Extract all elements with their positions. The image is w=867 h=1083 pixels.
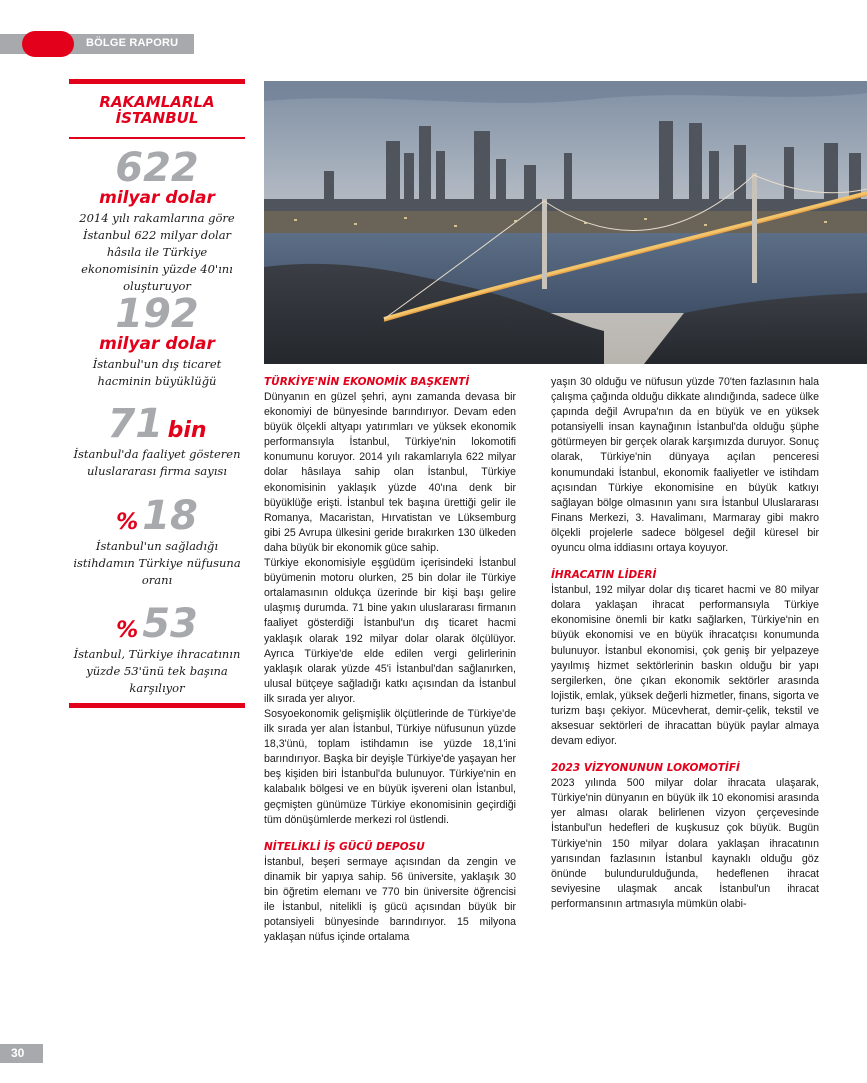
stat-description: İstanbul'un dış ticaret hacminin büyüklüğü bbox=[92, 357, 222, 388]
stat-block bbox=[69, 401, 245, 480]
sidebar-top-rule bbox=[69, 79, 245, 84]
stat-block bbox=[69, 291, 245, 390]
stat-percent-sign: % bbox=[116, 618, 139, 643]
paragraph: İstanbul, beşeri sermaye açısından da zengin ve dinamik bir yapıya sahip. 56 üniversite, yaklaşık 30 bin öğretim elemanı ve 770 bin üniversite öğrencisi ile İstanbul, nitelikli iş gücü açısından büyük bir potansiyeli bünyesinde barındırıyor. 15 milyona yaklaşan nüfus içinde ortalama bbox=[264, 855, 516, 944]
city-skyline-illustration bbox=[264, 81, 867, 364]
article-column-1 bbox=[264, 375, 516, 945]
section-header-pill bbox=[22, 31, 74, 57]
paragraph: yaşın 30 olduğu ve nüfusun yüzde 70'ten fazlasının hala çalışma çağında olduğu dikkate alındığında, sadece ülke çapında değil Avrupa'nın da en büyük ve en yüksek potansiyelli insan kaynağının İstanbul'da olduğu şüphe götürmeyen bir gerçek olarak karşımızda duruyor. Sonuç olarak, Türkiye'nin dünyaya açılan penceresi konumundaki İstanbul, ekonomik faaliyetler ve istihdam açısından Türkiye ekonomisine en büyük katkıyı sağlayan bölge olmasının yanı sıra İstanbul Uluslararası Finans Merkezi, 3. Havalimanı, Marmaray gibi makro ölçekli projelerle sadece bölgesel değil küresel bir oyuncu olma iddiasını ortaya koyuyor. bbox=[551, 376, 819, 555]
stat-block bbox=[69, 601, 245, 697]
sidebar-title-line2: İSTANBUL bbox=[115, 109, 199, 127]
sidebar-title-rule bbox=[69, 137, 245, 139]
page-number: 30 bbox=[11, 1046, 25, 1060]
stat-description: 2014 yılı rakamlarına göre İstanbul 622 milyar dolar hâsıla ile Türkiye ekonomisinin yüzde 40'ını oluşturuyor bbox=[79, 211, 235, 293]
section-heading: TÜRKİYE'NİN EKONOMİK BAŞKENTİ bbox=[264, 376, 470, 388]
stat-percent-sign: % bbox=[116, 510, 139, 535]
sidebar-title-line1: RAKAMLARLA bbox=[99, 93, 215, 111]
stat-number: 18 bbox=[142, 493, 198, 539]
istanbul-bridge-photo bbox=[264, 81, 867, 364]
stat-number: 71 bbox=[107, 401, 164, 447]
paragraph: Dünyanın en güzel şehri, aynı zamanda devasa bir ekonomiyi de bünyesinde barındırıyor. Devam eden büyük ölçekli altyapı yatırımları ve yüksek ekonomik performansıyla İstanbul, Türkiye'nin lokomotifi konumunu koruyor. 2014 yılı rakamlarıyla 622 milyar dolar hâsılaya sahip olan İstanbul, Türkiye ekonomisinin yaklaşık yüzde 40'ına denk bir büyüklüğe erişti. İstanbul tek başına ürettiği gelir ile Romanya, Macaristan, Hırvatistan ve Lüksemburg gibi 25 Avrupa ülkesini geride bırakırken 130 ülkeden daha büyük bir ekonomik güce sahip. bbox=[264, 391, 516, 554]
stat-unit: milyar dolar bbox=[99, 334, 215, 354]
stat-block bbox=[69, 145, 245, 295]
stat-number: 53 bbox=[142, 601, 198, 647]
section-heading: İHRACATIN LİDERİ bbox=[551, 569, 657, 582]
section-heading: 2023 VİZYONUNUN LOKOMOTİFİ bbox=[551, 762, 740, 775]
article-column-2 bbox=[551, 375, 819, 912]
stat-unit: milyar dolar bbox=[99, 188, 215, 208]
stat-number: 192 bbox=[115, 291, 199, 337]
paragraph: 2023 yılında 500 milyar dolar ihracata ulaşarak, Türkiye'nin dünyanın en büyük ilk 10 ekonomisi arasında yer alması olarak belirlenen vizyon çerçevesinde İstanbul'un hedefleri de kuşkusuz çok büyük. Bugün Türkiye'nin 150 milyar dolara yaklaşan ihracatının yarısından fazlasının İstanbul kaynaklı olduğu göz önünde bulundurulduğunda, hedeflenen ihracat seviyesine ulaşmak ancak İstanbul'un ihracat performansının artmasıyla mümkün olabi- bbox=[551, 777, 819, 910]
paragraph: Türkiye ekonomisiyle eşgüdüm içerisindeki İstanbul büyümenin motoru olurken, 25 bin dolar ile Türkiye ortalamasının oldukça üzerinde bir kişi başı gelire ulaşmış durumda. 71 bine yakın uluslararası firmanın faaliyet gösterdiği İstanbul'un dış ticaret hacmi yaklaşık olarak 192 milyar dolar olarak ölçülüyor. Ayrıca Türkiye'de elde edilen vergi gelirlerinin yaklaşık olarak yüzde 45'i İstanbul'dan sağlanırken, ulusal bütçeye sağladığı katkı açısından da İstanbul ilk sırada yer alıyor. bbox=[264, 557, 516, 705]
stat-unit: bin bbox=[167, 418, 207, 443]
stat-description: İstanbul'un sağladığı istihdamın Türkiye nüfusuna oranı bbox=[73, 539, 241, 587]
paragraph: Sosyoekonomik gelişmişlik ölçütlerinde de Türkiye'de ilk sırada yer alan İstanbul, Türkiye nüfusunun yüzde 18,3'ünü, toplam istihdamın ise yüzde 18,1'ini barındırıyor. Başka bir deyişle Türkiye'de yaşayan her beş kişiden biri İstanbul'da bulunuyor. Türkiye'nin en kalabalık bölgesi ve en büyük işvereni olan İstanbul, geçmişten günümüze Türkiye ekonomisinin geçirdiği tüm dönüşümlerde merkezi rol üstlendi. bbox=[264, 707, 516, 826]
stat-description: İstanbul, Türkiye ihracatının yüzde 53'ünü tek başına karşılıyor bbox=[73, 647, 241, 695]
sidebar-bottom-rule bbox=[69, 703, 245, 708]
paragraph: İstanbul, 192 milyar dolar dış ticaret hacmi ve 80 milyar dolara yaklaşan ihracat performansıyla Türkiye ekonomisine önemli bir katkı sağlarken, Türkiye'nin en büyük ekonomisi ve en büyük ihracatçısı konumunda bulunuyor. İstanbul ekonomisi, çok geniş bir yelpazeye yayılmış hizmet sektörlerinin baskın olduğu bir yapı sergilerken, öne çıkan ekonomik sektörler arasında lojistik, emlak, yüksek değerli hizmetler, finans, sigorta ve turizm başı çekiyor. Mücevherat, demir-çelik, tekstil ve aksesuar sektörleri de ihracattan büyük paylar almaya devam ediyor. bbox=[551, 584, 819, 748]
stat-block bbox=[69, 493, 245, 589]
stat-number: 622 bbox=[115, 145, 199, 191]
section-header-label: BÖLGE RAPORU bbox=[86, 37, 179, 49]
stat-description: İstanbul'da faaliyet gösteren uluslararası firma sayısı bbox=[73, 447, 241, 478]
section-heading: NİTELİKLİ İŞ GÜCÜ DEPOSU bbox=[264, 840, 425, 853]
